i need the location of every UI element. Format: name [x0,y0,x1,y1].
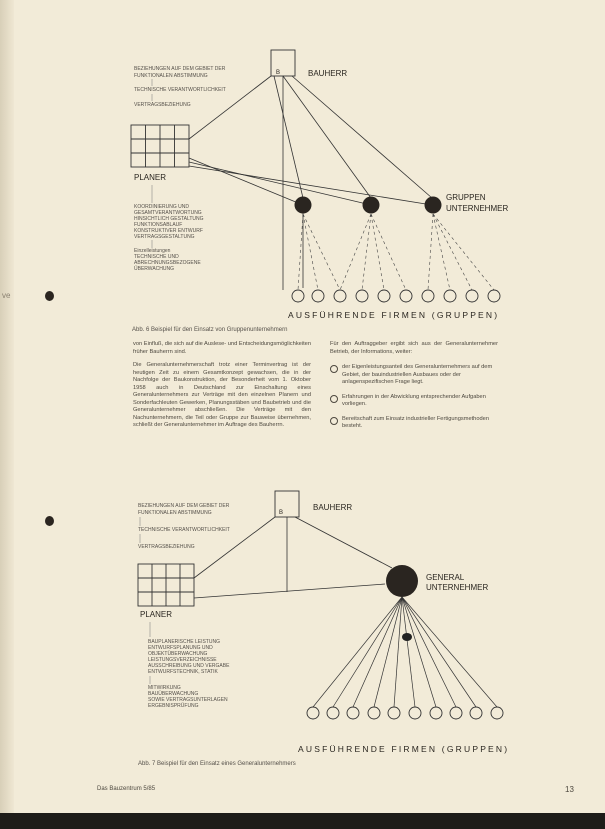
svg-text:HINSICHTLICH GESTALTUNG: HINSICHTLICH GESTALTUNG [134,216,204,222]
svg-text:TECHNISCHE VERANTWORTLICHKEIT: TECHNISCHE VERANTWORTLICHKEIT [138,527,230,533]
svg-text:VERTRAGSBEZIEHUNG: VERTRAGSBEZIEHUNG [138,544,195,550]
fig2-planer-label: PLANER [140,610,173,619]
ink-blot [402,633,412,641]
fig1-gruppen-label: UNTERNEHMER [446,204,509,213]
fig1-legend [134,66,226,108]
fig1-group-node [363,197,380,214]
svg-text:SOWIE VERTRAGSUNTERLAGEN: SOWIE VERTRAGSUNTERLAGEN [148,697,228,703]
fig2-planer-grid [138,564,194,606]
fig1-connections [189,76,432,290]
fig1-bauherr-box [271,50,295,76]
fig1-group-node [425,197,442,214]
svg-text:AUSSCHREIBUNG UND VERGABE: AUSSCHREIBUNG UND VERGABE [148,663,230,669]
page-number: 13 [565,785,574,794]
bullet-circle-icon [330,417,338,425]
svg-text:FUNKTIONALEN ABSTIMMUNG: FUNKTIONALEN ABSTIMMUNG [138,510,212,516]
fig1-firm-links [298,214,494,290]
figure-2-diagram [0,480,605,780]
svg-text:Einzelleistungen: Einzelleistungen [134,248,171,254]
fig1-caption: Abb. 6 Beispiel für den Einsatz von Gruppenunternehmern [132,327,288,333]
fig1-legend-line: TECHNISCHE VERANTWORTLICHKEIT [134,87,226,93]
fig2-firm-links [313,597,497,707]
bullet-item: der Eigenleistungsanteil des Generalunternehmers auf dem Gebiet, der bauindustriellen Ausbaues oder der anlagenspezifischen Frage liegt. [330,364,498,387]
fig1-planer-label: PLANER [134,173,167,182]
fig1-firm-circles [292,290,500,302]
fig1-planer-notes [134,185,204,272]
svg-text:BEZIEHUNGEN AUF DEM GEBIET DER: BEZIEHUNGEN AUF DEM GEBIET DER [138,503,230,509]
svg-text:ABRECHNUNGSBEZOGENE: ABRECHNUNGSBEZOGENE [134,260,201,266]
svg-text:ERGEBNISPRÜFUNG: ERGEBNISPRÜFUNG [148,703,199,709]
fig2-general-label: UNTERNEHMER [426,583,489,592]
fig2-planer-notes [148,622,230,709]
svg-text:BAUÜBERWACHUNG: BAUÜBERWACHUNG [148,691,199,697]
svg-text:LEISTUNGSVERZEICHNISSE: LEISTUNGSVERZEICHNISSE [148,657,217,663]
page-bottom-shadow [0,813,605,829]
fig2-general-label: GENERAL [426,573,465,582]
fig1-firms-label: AUSFÜHRENDE FIRMEN (GRUPPEN) [288,310,500,320]
fig1-bauherr-box-label: B [276,70,281,76]
fig1-planer-grid [131,125,189,167]
svg-text:ENTWURFSPLANUNG UND: ENTWURFSPLANUNG UND [148,645,213,651]
svg-text:OBJEKTÜBERWACHUNG: OBJEKTÜBERWACHUNG [148,651,208,657]
svg-text:KONSTRUKTIVER ENTWURF: KONSTRUKTIVER ENTWURF [134,228,203,234]
margin-scrap-text: ve [2,291,11,300]
fig1-bauherr-label: BAUHERR [308,69,348,78]
svg-text:TECHNISCHE UND: TECHNISCHE UND [134,254,179,260]
body-paragraph: von Einfluß, die sich auf die Auslese- und Entscheidungsmöglichkeiten früher Bauherrn sind. [133,341,311,355]
fig1-legend-line: BEZIEHUNGEN AUF DEM GEBIET DER [134,66,226,72]
body-text-right [330,341,498,438]
fig2-legend [138,503,230,550]
svg-text:MITWIRKUNG: MITWIRKUNG [148,685,181,691]
body-paragraph: Die Generalunternehmerschaft trotz einer Terminvertrag ist der heutigen Zeit zu einem Gesamtkonzept gewachsen, die in der Nachfolge der Baukonstruktion, der Besonderheit vom 1. Oktober 1958 auch in Deutschland zur Einschaltung eines Generalunternehmers zur Verträge mit den einzelnen Planern und Sonderfachleuten Gewerken, Planungsstäben und Baubetrieb und die Generalunternehmer abschließen. Die Verträge mit den Nachunternehmern, die Teil oder Gruppe zur Bauweise übernehmen, schließt der Generalunternehmer im Auftrage des Bauherrn. [133,362,311,428]
fig1-group-node [295,197,312,214]
bullet-item: Bereitschaft zum Einsatz industrieller Fertigungsmethoden besteht. [330,416,498,431]
fig1-legend-line: VERTRAGSBEZIEHUNG [134,102,191,108]
svg-text:GESAMTVERANTWORTUNG: GESAMTVERANTWORTUNG [134,210,202,216]
fig2-firm-circles [307,707,503,719]
fig2-caption: Abb. 7 Beispiel für den Einsatz eines Generalunternehmers [138,761,296,767]
fig2-firms-label: AUSFÜHRENDE FIRMEN (GRUPPEN) [298,744,510,754]
body-text-left [133,341,311,436]
fig1-gruppen-label: GRUPPEN [446,193,486,202]
fig2-bauherr-label: BAUHERR [313,503,353,512]
svg-text:VERTRAGSGESTALTUNG: VERTRAGSGESTALTUNG [134,234,195,240]
bullet-circle-icon [330,395,338,403]
svg-text:ÜBERWACHUNG: ÜBERWACHUNG [134,266,175,272]
figure-1-diagram [0,0,605,340]
bullet-item: Erfahrungen in der Abwicklung entsprechender Aufgaben vorliegen. [330,394,498,409]
footer-publication: Das Bauzentrum 5/85 [97,786,156,792]
svg-text:BAUPLANERISCHE LEISTUNG: BAUPLANERISCHE LEISTUNG [148,639,220,645]
bullet-circle-icon [330,365,338,373]
fig1-legend-line: FUNKTIONALEN ABSTIMMUNG [134,73,208,79]
svg-text:KOORDINIERUNG UND: KOORDINIERUNG UND [134,204,190,210]
fig2-bauherr-box-label: B [279,510,284,516]
fig2-general-node [386,565,418,597]
svg-text:ENTWURFSTECHNIK, STATIK: ENTWURFSTECHNIK, STATIK [148,669,218,675]
body-paragraph: Für den Auftraggeber ergibt sich aus der Generalunternehmer Betrieb, der Informations, weiter: [330,341,498,355]
svg-text:FUNKTIONSABLAUF: FUNKTIONSABLAUF [134,222,183,228]
